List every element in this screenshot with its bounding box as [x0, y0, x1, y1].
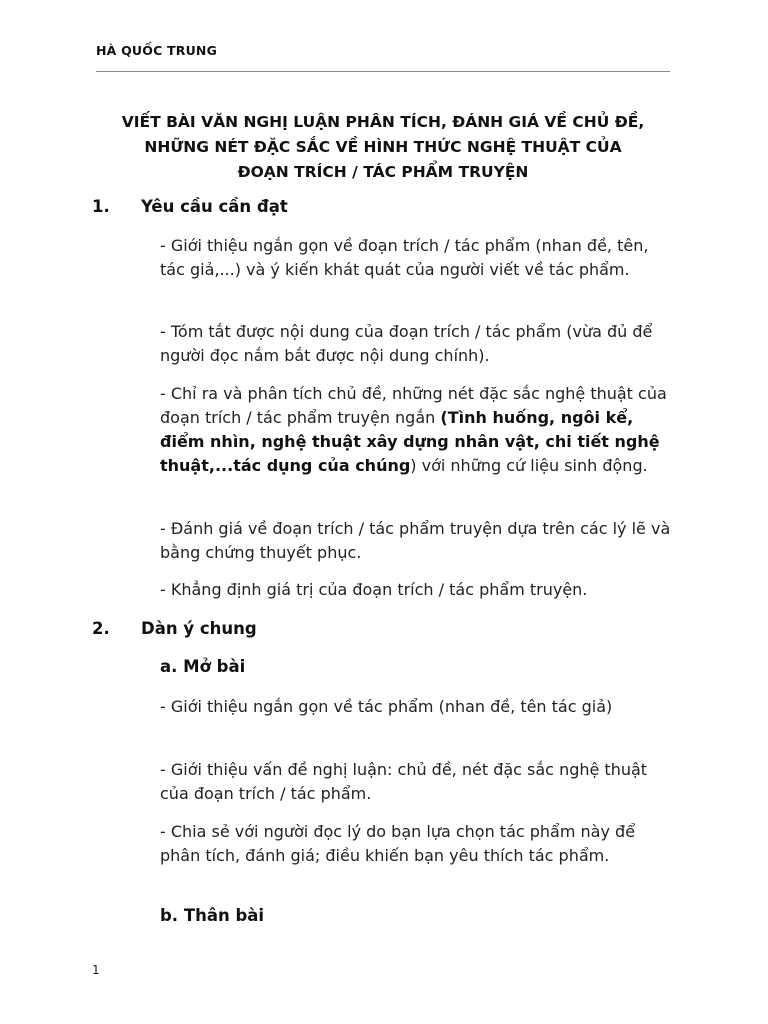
- page-number: 1: [92, 963, 100, 977]
- section-2-number: 2.: [92, 619, 110, 638]
- outline-item-1: - Giới thiệu ngắn gọn về tác phẩm (nhan đề, tên tác giả): [160, 697, 613, 716]
- title-line-1: VIẾT BÀI VĂN NGHỊ LUẬN PHÂN TÍCH, ĐÁNH GIÁ VỀ CHỦ ĐỀ,: [121, 113, 645, 131]
- header-author: HÀ QUỐC TRUNG: [96, 43, 218, 58]
- section-1-title: Yêu cầu cần đạt: [141, 197, 288, 216]
- section-1-number: 1.: [92, 197, 110, 216]
- requirement-item-5: - Khẳng định giá trị của đoạn trích / tác phẩm truyện.: [160, 580, 588, 599]
- requirement-item-2: - Tóm tắt được nội dung của đoạn trích / tác phẩm (vừa đủ để người đọc nắm bắt được nội dung chính).: [160, 322, 653, 365]
- subsection-a-title: a. Mở bài: [160, 657, 246, 676]
- requirement-item-3-tail: ) với những cứ liệu sinh động.: [410, 456, 648, 475]
- title-line-2: NHỮNG NÉT ĐẶC SẮC VỀ HÌNH THỨC NGHỆ THUẬT CỦA: [144, 138, 622, 156]
- subsection-b-title: b. Thân bài: [160, 906, 265, 925]
- outline-item-2: - Giới thiệu vấn đề nghị luận: chủ đề, nét đặc sắc nghệ thuật của đoạn trích / tác phẩm.: [160, 760, 648, 803]
- requirement-item-3-text: - Chỉ ra và phân tích chủ đề, những nét đặc sắc nghệ thuật của đoạn trích / tác phẩm truyện ngắn: [160, 384, 667, 427]
- header-divider: [96, 71, 670, 72]
- section-2-title: Dàn ý chung: [141, 619, 257, 638]
- requirement-item-1: - Giới thiệu ngắn gọn về đoạn trích / tác phẩm (nhan đề, tên, tác giả,...) và ý kiến khát quát của người viết về tác phẩm.: [160, 236, 649, 279]
- title-line-3: ĐOẠN TRÍCH / TÁC PHẨM TRUYỆN: [237, 163, 529, 181]
- requirement-item-4: - Đánh giá về đoạn trích / tác phẩm truyện dựa trên các lý lẽ và bằng chứng thuyết phục.: [160, 519, 671, 562]
- requirement-item-3-bold: (Tình huống, ngôi kể, điểm nhìn, nghệ thuật xây dựng nhân vật, chi tiết nghệ thuật,...tác dụng của chúng: [160, 408, 660, 475]
- requirement-item-3: [160, 382, 678, 478]
- outline-item-3: - Chia sẻ với người đọc lý do bạn lựa chọn tác phẩm này để phân tích, đánh giá; điều khiến bạn yêu thích tác phẩm.: [160, 822, 636, 865]
- document-title: [84, 110, 682, 185]
